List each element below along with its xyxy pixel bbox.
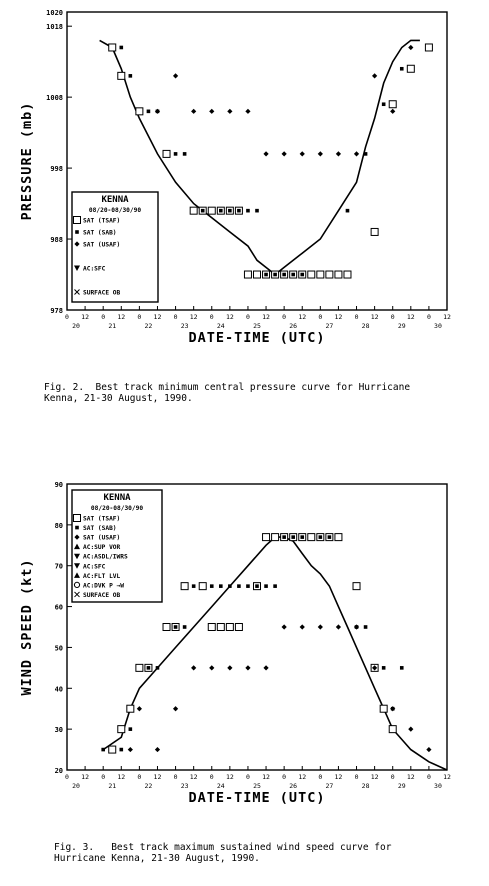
pressure-x-tick-label: 12 [189,313,198,321]
pressure-point-sq-open [344,271,351,278]
wind-point-diamond [282,624,287,629]
wind-legend-dates: 08/20-08/30/90 [90,505,144,512]
wind-point-diamond [336,624,341,629]
wind-x-tick-label: 12 [189,773,198,781]
pressure-point-diamond [390,109,395,114]
pressure-point-diamond [227,109,232,114]
pressure-point-diamond [173,73,178,78]
wind-point-sq-open [335,534,342,541]
wind-x-tick-label: 0 [390,773,395,781]
pressure-x-tick-label: 12 [298,313,307,321]
wind-point-sq-small [129,727,133,731]
pressure-point-sq-small [382,102,386,106]
wind-point-sq-open [235,624,242,631]
pressure-legend-label: SURFACE OB [83,289,121,297]
wind-legend-label: AC:DVK P →W [83,582,124,590]
pressure-chart [0,0,489,380]
wind-point-diamond [354,624,359,629]
wind-x-day-label: 28 [361,782,370,790]
wind-y-tick-label: 50 [54,644,63,653]
pressure-point-sq-small [129,74,133,78]
wind-point-sq-open [389,726,396,733]
wind-point-sq-small [291,535,295,539]
wind-point-sq-open [308,534,315,541]
wind-legend-label: AC:SFC [83,563,106,571]
pressure-point-sq-small [183,152,187,156]
wind-legend-label: SAT (TSAF) [83,515,121,523]
pressure-point-diamond [191,109,196,114]
pressure-x-tick-label: 12 [153,313,162,321]
wind-point-diamond [408,727,413,732]
pressure-x-tick-label: 12 [334,313,343,321]
wind-legend-label: SURFACE OB [83,591,121,599]
pressure-point-sq-open [308,271,315,278]
wind-point-sq-open [217,624,224,631]
pressure-point-sq-small [147,110,151,114]
wind-point-sq-small [237,584,241,588]
wind-x-tick-label: 0 [282,773,287,781]
pressure-x-day-label: 23 [180,322,189,330]
pressure-x-day-label: 29 [397,322,406,330]
wind-point-sq-small [101,748,105,752]
wind-speed-chart-svg [0,470,489,830]
wind-point-diamond [426,747,431,752]
pressure-point-sq-open [109,44,116,51]
pressure-x-tick-label: 12 [225,313,234,321]
wind-x-tick-label: 12 [262,773,270,781]
wind-legend-symbol-sq-small [75,526,79,530]
pressure-point-sq-open [244,271,251,278]
pressure-point-sq-open [118,72,125,79]
wind-point-diamond [128,747,133,752]
pressure-legend-label: AC:SFC [83,265,106,273]
pressure-legend-label: SAT (SAB) [83,229,117,237]
wind-y-tick-label: 20 [54,767,63,775]
pressure-x-day-label: 21 [108,322,117,330]
wind-legend-label: SAT (SAB) [83,525,117,533]
wind-x-day-label: 30 [434,782,442,790]
pressure-point-sq-small [282,273,286,277]
figure-3-caption: Fig. 3. Best track maximum sustained wind speed curve for Hurricane Kenna, 21-30 August, 1990. [54,842,392,864]
pressure-y-tick-label: 1018 [46,23,63,32]
wind-y-tick-label: 30 [54,726,63,735]
wind-point-diamond [318,624,323,629]
pressure-point-sq-small [264,273,268,277]
wind-point-diamond [390,706,395,711]
pressure-x-axis-label: DATE-TIME (UTC) [188,330,326,346]
wind-x-tick-label: 0 [354,773,359,781]
wind-point-sq-small [319,535,323,539]
wind-point-sq-small [273,584,277,588]
pressure-point-sq-small [300,273,304,277]
wind-point-sq-open [163,624,170,631]
wind-x-day-label: 21 [108,782,117,790]
wind-point-sq-small [192,584,196,588]
wind-point-sq-small [228,584,232,588]
pressure-point-sq-open [425,44,432,51]
pressure-point-sq-open [317,271,324,278]
pressure-point-sq-small [291,273,295,277]
pressure-chart-svg [0,0,489,380]
pressure-x-day-label: 27 [325,322,334,330]
pressure-x-tick-label: 0 [390,313,395,321]
pressure-x-tick-label: 0 [318,313,323,321]
wind-point-sq-open [380,705,387,712]
pressure-y-tick-label: 978 [50,307,63,315]
wind-x-day-label: 29 [397,782,406,790]
wind-x-axis-label: DATE-TIME (UTC) [188,790,326,806]
pressure-x-tick-label: 12 [81,313,90,321]
wind-legend-label: AC:FLT LVL [83,572,121,580]
pressure-point-sq-open [208,207,215,214]
pressure-x-day-label: 28 [361,322,370,330]
pressure-point-sq-open [136,108,143,115]
wind-point-diamond [209,665,214,670]
wind-legend-label: AC:ASDL/IWRS [83,553,128,561]
pressure-x-tick-label: 0 [137,313,142,321]
wind-x-tick-label: 12 [334,773,343,781]
pressure-point-sq-small [255,209,259,213]
wind-legend-symbol-sq-open [74,515,81,522]
pressure-point-diamond [372,73,377,78]
pressure-point-sq-open [254,271,261,278]
pressure-point-sq-small [246,209,250,213]
pressure-legend-symbol-sq-small [75,230,79,234]
wind-point-diamond [173,706,178,711]
pressure-point-sq-open [163,150,170,157]
wind-x-tick-label: 0 [318,773,323,781]
pressure-x-tick-label: 0 [354,313,359,321]
pressure-point-diamond [282,151,287,156]
wind-point-diamond [137,706,142,711]
wind-point-sq-open [118,726,125,733]
pressure-point-diamond [336,151,341,156]
wind-x-tick-label: 12 [443,773,451,781]
pressure-point-sq-small [228,209,232,213]
pressure-y-tick-label: 988 [50,236,63,245]
wind-point-sq-small [300,535,304,539]
wind-x-tick-label: 12 [225,773,234,781]
pressure-x-tick-label: 0 [173,313,178,321]
pressure-point-sq-small [174,152,178,156]
pressure-point-diamond [209,109,214,114]
wind-point-sq-small [364,625,368,629]
wind-x-day-label: 27 [325,782,334,790]
pressure-point-sq-small [364,152,368,156]
wind-x-tick-label: 0 [65,773,69,781]
pressure-x-tick-label: 12 [370,313,379,321]
pressure-legend-label: SAT (TSAF) [83,217,121,225]
pressure-point-sq-open [190,207,197,214]
pressure-point-diamond [263,151,268,156]
wind-point-sq-small [156,666,160,670]
pressure-point-sq-small [237,209,241,213]
pressure-x-tick-label: 0 [101,313,106,321]
pressure-legend-title: KENNA [101,195,129,205]
wind-point-sq-small [400,666,404,670]
pressure-point-sq-small [346,209,350,213]
wind-x-day-label: 24 [216,782,225,790]
wind-point-sq-small [328,535,332,539]
wind-point-sq-open [208,624,215,631]
wind-y-tick-label: 80 [54,521,63,530]
pressure-point-sq-small [273,273,277,277]
pressure-point-sq-open [326,271,333,278]
pressure-point-diamond [354,151,359,156]
wind-x-tick-label: 0 [101,773,106,781]
wind-point-sq-small [246,584,250,588]
pressure-point-sq-open [389,101,396,108]
wind-x-tick-label: 12 [370,773,379,781]
wind-point-diamond [300,624,305,629]
wind-point-sq-open [109,746,116,753]
pressure-point-sq-small [201,209,205,213]
wind-point-sq-small [255,584,259,588]
pressure-legend-label: SAT (USAF) [83,241,121,249]
wind-point-sq-small [382,666,386,670]
wind-point-sq-small [147,666,151,670]
pressure-point-sq-open [335,271,342,278]
pressure-x-tick-label: 0 [245,313,250,321]
wind-point-sq-small [264,584,268,588]
pressure-x-tick-label: 12 [406,313,415,321]
wind-legend-label: SAT (USAF) [83,534,121,542]
wind-point-sq-small [210,584,214,588]
wind-point-sq-open [199,583,206,590]
pressure-x-tick-label: 0 [426,313,431,321]
pressure-x-tick-label: 12 [117,313,126,321]
pressure-x-day-label: 24 [216,322,225,330]
wind-point-diamond [155,747,160,752]
wind-point-diamond [245,665,250,670]
wind-x-tick-label: 0 [245,773,250,781]
wind-point-diamond [227,665,232,670]
wind-point-sq-small [183,625,187,629]
wind-point-sq-open [272,534,279,541]
wind-point-sq-open [263,534,270,541]
wind-x-tick-label: 12 [153,773,162,781]
wind-point-diamond [263,665,268,670]
wind-y-tick-label: 90 [54,481,63,489]
wind-y-axis-label: WIND SPEED (kt) [19,558,35,696]
pressure-x-tick-label: 12 [262,313,270,321]
wind-point-sq-open [353,583,360,590]
pressure-x-day-label: 26 [289,322,298,330]
pressure-x-day-label: 22 [144,322,153,330]
wind-x-day-label: 23 [180,782,189,790]
pressure-point-diamond [155,109,160,114]
pressure-point-sq-open [371,228,378,235]
pressure-x-day-label: 25 [253,322,261,330]
pressure-x-day-label: 20 [72,322,80,330]
pressure-y-tick-label: 998 [50,165,63,174]
wind-x-tick-label: 12 [117,773,126,781]
wind-x-day-label: 22 [144,782,153,790]
wind-point-sq-open [127,705,134,712]
wind-x-day-label: 20 [72,782,80,790]
wind-x-day-label: 25 [253,782,261,790]
pressure-x-tick-label: 0 [65,313,69,321]
pressure-x-tick-label: 0 [282,313,287,321]
wind-speed-chart [0,470,489,830]
pressure-y-tick-label: 1008 [46,94,63,103]
wind-point-sq-small [282,535,286,539]
pressure-point-diamond [300,151,305,156]
pressure-point-sq-small [400,67,404,71]
wind-point-sq-small [219,584,223,588]
wind-x-tick-label: 0 [173,773,178,781]
wind-point-sq-small [174,625,178,629]
wind-point-sq-open [136,664,143,671]
pressure-y-axis-label: PRESSURE (mb) [19,101,35,221]
pressure-x-tick-label: 0 [209,313,214,321]
wind-legend-label: AC:SUP VOR [83,544,121,552]
figure-2-caption: Fig. 2. Best track minimum central pressure curve for Hurricane Kenna, 21-30 August, 1990. [44,382,411,404]
wind-point-sq-open [226,624,233,631]
wind-x-day-label: 26 [289,782,298,790]
pressure-point-diamond [408,45,413,50]
wind-legend-title: KENNA [103,493,131,503]
wind-legend-symbol-circle [74,582,79,587]
pressure-legend-dates: 08/20-08/30/90 [88,207,142,214]
wind-y-tick-label: 40 [54,685,63,694]
pressure-point-diamond [318,151,323,156]
wind-point-sq-small [119,748,123,752]
wind-y-tick-label: 70 [54,562,63,571]
wind-x-tick-label: 0 [426,773,431,781]
pressure-point-diamond [245,109,250,114]
wind-x-tick-label: 0 [137,773,142,781]
pressure-point-sq-open [407,65,414,72]
wind-x-tick-label: 12 [81,773,90,781]
pressure-legend-symbol-sq-open [74,217,81,224]
pressure-x-tick-label: 12 [443,313,451,321]
wind-x-tick-label: 0 [209,773,214,781]
wind-y-tick-label: 60 [54,603,63,612]
pressure-x-day-label: 30 [434,322,442,330]
wind-x-tick-label: 12 [406,773,415,781]
pressure-y-tick-label: 1020 [46,9,63,17]
wind-point-sq-open [181,583,188,590]
wind-x-tick-label: 12 [298,773,307,781]
wind-point-diamond [191,665,196,670]
pressure-point-sq-small [219,209,223,213]
pressure-point-sq-small [119,46,123,50]
